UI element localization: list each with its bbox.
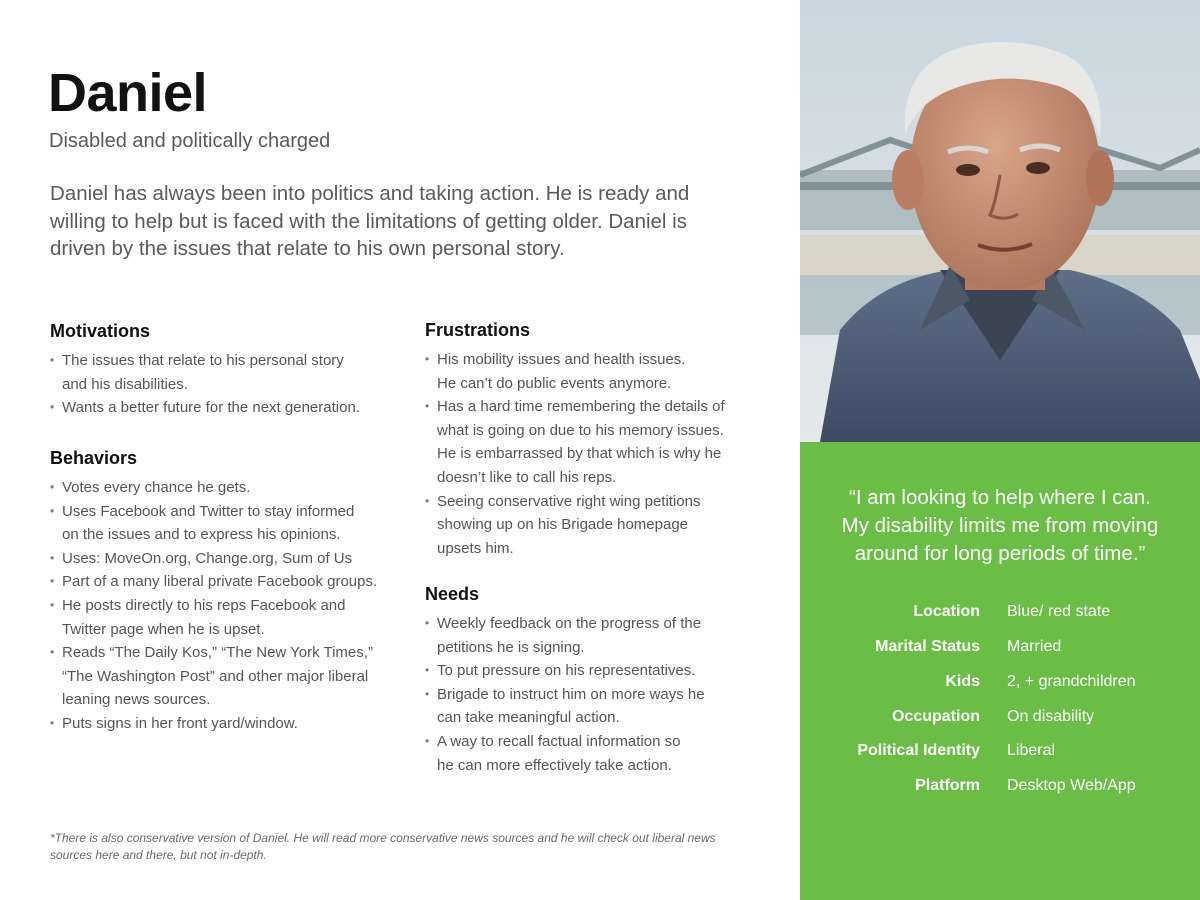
needs-list [425,612,775,777]
list-item-line: upsets him. [437,539,514,557]
bullet-dot: • [50,480,55,494]
behaviors-list [50,476,410,736]
list-item-line: He is embarrassed by that which is why he [437,445,722,463]
bullet-dot: • [50,550,55,565]
attribute-value: Blue/ red state [1007,603,1111,620]
attribute-value: Married [1007,638,1062,655]
list-item-line: Wants a better future for the next generation. [62,399,360,417]
motivations-item [50,396,410,420]
persona-photo [800,0,1200,442]
list-item-line: Seeing conservative right wing petitions [437,492,701,510]
list-item-line: on the issues and to express his opinions. [62,526,341,544]
needs-item [425,730,775,777]
persona-quote [820,484,1180,568]
list-item-line: A way to recall factual information so [437,732,681,750]
bullet-dot: • [425,616,430,630]
bullet-dot: • [425,399,430,414]
attribute-row-location [800,603,1200,627]
frustrations-list [425,348,775,560]
list-item-line: His mobility issues and health issues. [437,351,686,368]
attribute-label: Platform [915,777,980,794]
list-item-line: Brigade to instruct him on more ways he [437,685,705,703]
bullet-dot: • [50,574,55,589]
needs-item [425,683,775,730]
frustrations-item [425,348,775,395]
list-item-line: Puts signs in her front yard/window. [62,714,298,732]
list-item-line: petitions he is signing. [437,638,585,656]
behaviors-item [50,594,410,641]
attribute-label: Political Identity [857,742,980,759]
needs-title: Needs [425,584,480,604]
attribute-row-marital-status [800,638,1200,662]
persona-subtitle: Disabled and politically charged [49,130,331,152]
list-item-line: Votes every chance he gets. [62,479,251,496]
bullet-dot: • [425,686,430,701]
list-item-line: showing up on his Brigade homepage [437,516,689,534]
bullet-dot: • [425,493,430,508]
motivations-title: Motivations [50,321,151,341]
persona-summary-panel [800,442,1200,900]
bullet-dot: • [50,715,55,730]
list-item-line: can take meaningful action. [437,709,620,727]
list-item-line: what is going on due to his memory issues. [437,421,724,439]
list-item-line: Reads “The Daily Kos,” “The New York Times,” [62,644,373,662]
behaviors-title: Behaviors [50,448,138,468]
attribute-value: Liberal [1007,742,1056,759]
quote-line: My disability limits me from moving [841,514,1159,537]
attribute-value: 2, + grandchildren [1007,673,1136,690]
quote-line: “I am looking to help where I can. [849,486,1151,509]
bullet-dot: • [50,353,55,367]
attribute-label: Location [913,603,980,620]
list-item-line: He posts directly to his reps Facebook and [62,596,346,614]
needs-item [425,612,775,659]
list-item-line: Uses Facebook and Twitter to stay informed [62,502,355,520]
bullet-dot: • [425,352,430,366]
persona-name: Daniel [48,63,208,123]
list-item-line: Weekly feedback on the progress of the [437,615,702,632]
list-item-line: Part of a many liberal private Facebook groups. [62,573,378,591]
bullet-dot: • [50,400,55,415]
attribute-label: Kids [945,673,980,690]
attribute-label: Marital Status [875,638,980,655]
list-item-line: he can more effectively take action. [437,756,672,774]
list-item-line: The issues that relate to his personal story [62,352,344,369]
quote-line: around for long periods of time.” [854,542,1146,565]
needs-item [425,659,775,683]
list-item-line: Twitter page when he is upset. [62,620,265,638]
attribute-label: Occupation [891,708,980,725]
persona-intro: Daniel has always been into politics and taking action. He is ready and willing to help but is faced with the limitations of getting older. Daniel is driven by the issues that relate to his own personal story. [50,182,690,260]
bullet-dot: • [425,663,430,678]
list-item-line: Has a hard time remembering the details of [437,398,725,416]
motivations-item [50,349,410,396]
bullet-dot: • [50,503,55,518]
behaviors-item [50,641,410,712]
behaviors-item [50,547,410,571]
attribute-value: On disability [1007,708,1095,725]
motivations-list [50,349,410,420]
list-item-line: He can’t do public events anymore. [437,374,672,392]
list-item-line: To put pressure on his representatives. [437,662,696,680]
frustrations-item [425,395,775,489]
attribute-row-platform [800,777,1200,801]
behaviors-item [50,500,410,547]
footnote: *There is also conservative version of Daniel. He will read more conservative news sources and he will check out liberal news sources here and there, but not in-depth. [50,831,716,862]
bullet-dot: • [50,645,55,660]
bullet-dot: • [425,733,430,748]
attribute-row-political-identity [800,742,1200,766]
behaviors-item [50,476,410,500]
frustrations-title: Frustrations [425,320,531,340]
list-item-line: leaning news sources. [62,691,211,709]
list-item-line: “The Washington Post” and other major liberal [62,667,369,685]
attribute-row-kids [800,673,1200,697]
list-item-line: doesn’t like to call his reps. [437,468,617,486]
attribute-value: Desktop Web/App [1007,777,1136,794]
bullet-dot: • [50,597,55,612]
attribute-row-occupation [800,708,1200,732]
behaviors-item [50,570,410,594]
frustrations-item [425,490,775,561]
list-item-line: and his disabilities. [62,375,188,393]
behaviors-item [50,712,410,736]
list-item-line: Uses: MoveOn.org, Change.org, Sum of Us [62,549,353,567]
